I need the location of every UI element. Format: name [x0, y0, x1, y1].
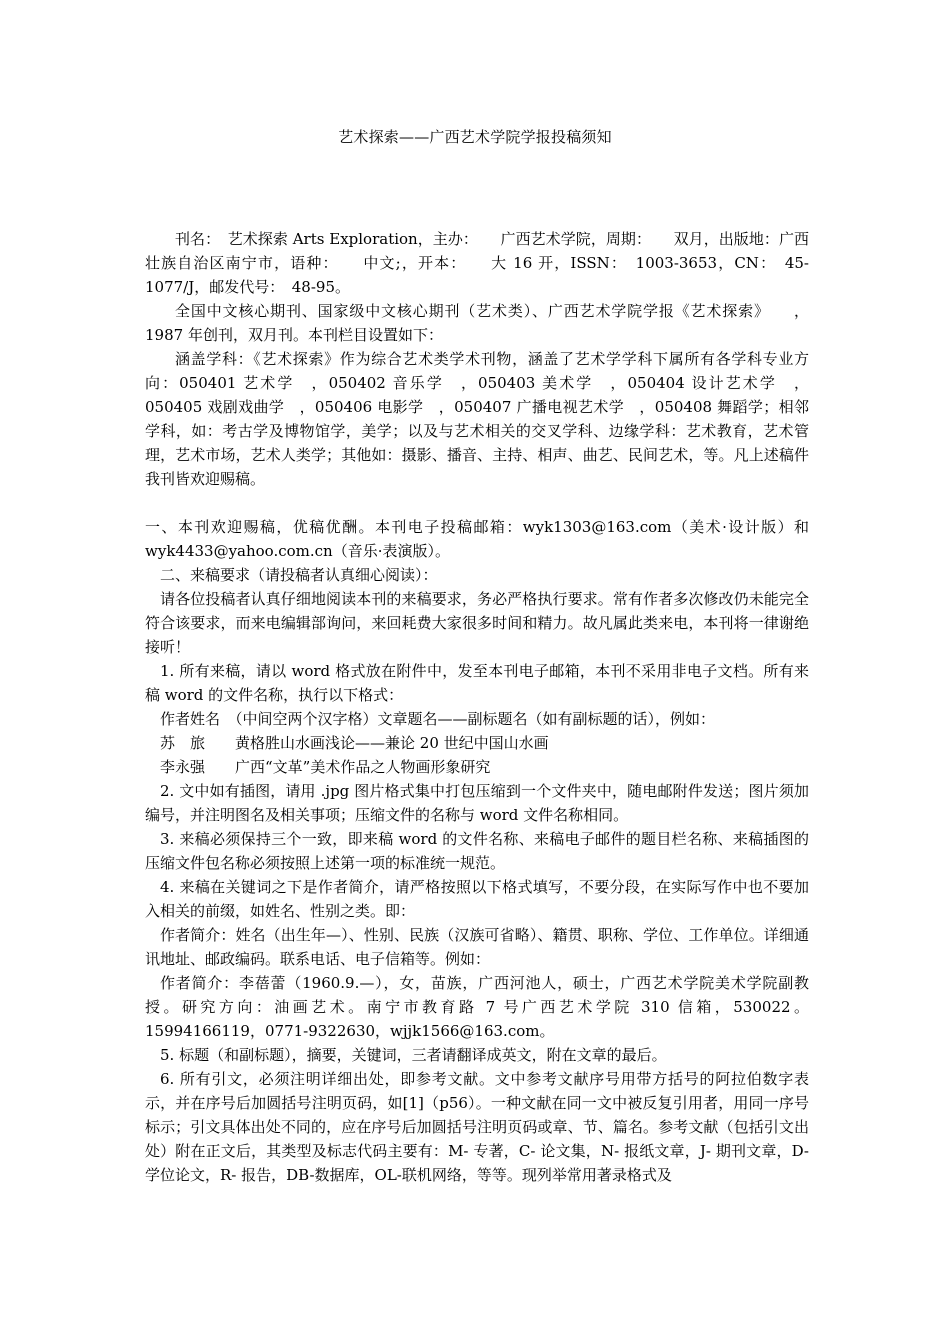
disciplines-paragraph: 涵盖学科：《艺术探索》作为综合艺术类学术刊物，涵盖了艺术学学科下属所有各学科专业方向：050401 艺术学 ，050402 音乐学 ，050403 美术学 ，050404 设计艺术学 ，050405 戏剧戏曲学 ，050406 电影学 ，050407 广播电视艺术学 ，050408 舞蹈学；相邻学科，如：考古学及博物馆学，美学；以及与艺术相关的交叉学科、边缘学科：艺术教育，艺术管理，艺术市场，艺术人类学；其他如：摄影、播音、主持、相声、曲艺、民间艺术，等。凡上述稿件我刊皆欢迎赐稿。 [145, 350, 809, 488]
requirement-5-paragraph: 5. 标题（和副标题），摘要，关键词，三者请翻译成英文，附在文章的最后。 [160, 1046, 667, 1064]
author-bio-format-paragraph: 作者简介：姓名（出生年—）、性别、民族（汉族可省略）、籍贯、职称、学位、工作单位。详细通讯地址、邮政编码。联系电话、电子信箱等。例如： [145, 926, 809, 968]
example-line-2: 李永强 广西“文革”美术作品之人物画形象研究 [160, 758, 491, 776]
requirement-3-paragraph: 3. 来稿必须保持三个一致，即来稿 word 的文件名称、来稿电子邮件的题目栏名称、来稿插图的压缩文件包名称必须按照上述第一项的标准统一规范。 [145, 830, 809, 872]
filename-format-line: 作者姓名 （中间空两个汉字格）文章题名——副标题名（如有副标题的话），例如： [160, 710, 716, 728]
requirement-4-paragraph: 4. 来稿在关键词之下是作者简介，请严格按照以下格式填写，不要分段，在实际写作中也不要加入相关的前缀，如姓名、性别之类。即： [145, 878, 809, 920]
requirement-6-paragraph: 6. 所有引文，必须注明详细出处，即参考文献。文中参考文献序号用带方括号的阿拉伯数字表示，并在序号后加圆括号注明页码，如[1]（p56）。一种文献在同一文中被反复引用者，用同一序号标示；引文具体出处不同的，应在序号后加圆括号注明页码或章、节、篇名。参考文献（包括引文出处）附在正文后，其类型及标志代码主要有：M- 专著，C- 论文集，N- 报纸文章，J- 期刊文章，D- 学位论文，R- 报告，DB-数据库，OL-联机网络，等等。现列举常用著录格式及 [145, 1070, 809, 1184]
document-title: 艺术探索——广西艺术学院学报投稿须知 [338, 128, 612, 146]
paragraph-gap [145, 491, 809, 515]
section-2-heading: 二、来稿要求（请投稿者认真细心阅读）： [160, 566, 438, 584]
requirement-1-paragraph: 1. 所有来稿，请以 word 格式放在附件中，发至本刊电子邮箱，本刊不采用非电子文档。所有来稿 word 的文件名称，执行以下格式： [145, 662, 809, 704]
document-body [145, 227, 809, 1187]
requirements-intro-paragraph: 请各位投稿者认真仔细地阅读本刊的来稿要求，务必严格执行要求。常有作者多次修改仍未能完全符合该要求，而来电编辑部询问，来回耗费大家很多时间和精力。故凡属此类来电，本刊将一律谢绝接听！ [145, 590, 809, 656]
journal-intro-paragraph: 全国中文核心期刊、国家级中文核心期刊（艺术类）、广西艺术学院学报《艺术探索》 ，1987 年创刊，双月刊。本刊栏目设置如下： [145, 302, 809, 344]
requirement-2-paragraph: 2. 文中如有插图，请用 .jpg 图片格式集中打包压缩到一个文件夹中，随电邮附件发送；图片须加编号，并注明图名及相关事项；压缩文件的名称与 word 文件名称相同。 [145, 782, 809, 824]
author-bio-example-paragraph: 作者简介：李蓓蕾（1960.9.—），女，苗族，广西河池人，硕士，广西艺术学院美术学院副教授。研究方向：油画艺术。南宁市教育路 7 号广西艺术学院 310 信箱，530022。15994166119，0771-9322630，wjjk1566@163.com。 [145, 974, 809, 1040]
example-line-1: 苏 旅 黄格胜山水画浅论——兼论 20 世纪中国山水画 [160, 734, 549, 752]
section-1-paragraph: 一、本刊欢迎赐稿，优稿优酬。本刊电子投稿邮箱：wyk1303@163.com（美术·设计版）和 wyk4433@yahoo.com.cn（音乐·表演版）。 [145, 518, 809, 560]
journal-info-paragraph: 刊名： 艺术探索 Arts Exploration，主办： 广西艺术学院，周期： 双月，出版地：广西壮族自治区南宁市，语种： 中文;，开本： 大 16 开，ISSN： 1003-3653，CN： 45-1077/J，邮发代号： 48-95。 [145, 230, 809, 296]
